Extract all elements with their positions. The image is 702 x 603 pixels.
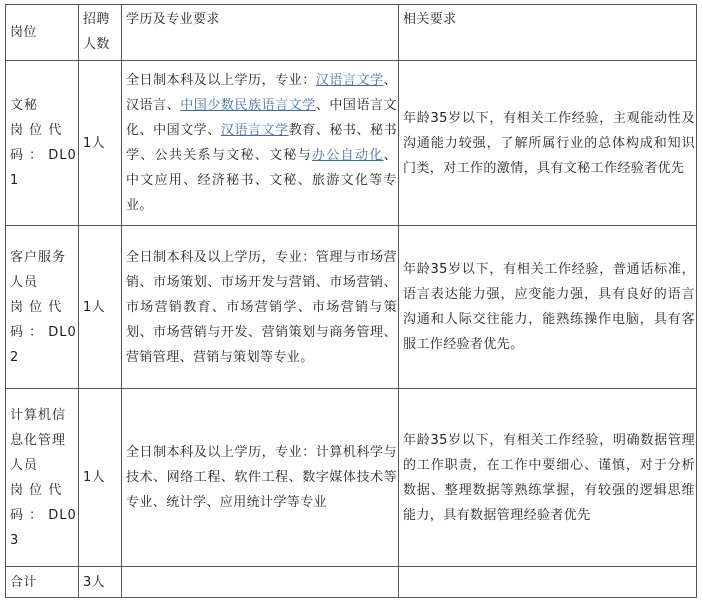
header-requirements: 相关要求 bbox=[399, 5, 697, 61]
education-cell bbox=[122, 389, 399, 567]
position-name-line: 息化管理 bbox=[10, 432, 67, 448]
table-row bbox=[6, 226, 697, 389]
position-name-line: 码 ： DL0 bbox=[10, 507, 77, 523]
total-count: 3人 bbox=[79, 567, 122, 598]
major-link[interactable]: 中国少数民族语言文学 bbox=[180, 98, 316, 113]
position-name-line: 码 ： DL0 bbox=[10, 324, 77, 340]
education-cell bbox=[122, 226, 399, 389]
header-position: 岗位 bbox=[6, 5, 79, 61]
education-text: 、中国语言文化、中国文学、 bbox=[126, 98, 397, 138]
position-name-line: 岗 位 代 bbox=[10, 123, 63, 138]
requirements-cell: 年龄35岁以下，有相关工作经验，普通话标准，语言表达能力强，应变能力强，具有良好的语言沟通和人际交往能力，能熟练操作电脑，具有客服工作经验者优先。 bbox=[399, 226, 697, 389]
headcount-cell: 1人 bbox=[79, 226, 122, 389]
position-name-line: 计算机信 bbox=[10, 407, 67, 423]
position-name-line: 3 bbox=[10, 532, 20, 548]
requirements-cell: 年龄35岁以下，有相关工作经验，明确数据管理的工作职责，在工作中要细心、谨慎，对于分析数据、整理数据等熟练掌握，有较强的逻辑思维能力，具有数据管理经验者优先 bbox=[399, 389, 697, 567]
position-name-line: 岗 位 代 bbox=[10, 482, 63, 498]
education-cell bbox=[122, 61, 399, 226]
empty-cell bbox=[399, 567, 697, 598]
requirements-cell: 年龄35岁以下，有相关工作经验，主观能动性及沟通能力较强，了解所属行业的总体构成和知识门类，对工作的激情，具有文秘工作经验者优先 bbox=[399, 61, 697, 226]
position-name-cell bbox=[6, 389, 79, 567]
table-row bbox=[6, 389, 697, 567]
header-count: 招聘人数 bbox=[79, 5, 122, 61]
headcount-cell: 1人 bbox=[79, 389, 122, 567]
table-header-row bbox=[6, 5, 697, 61]
major-link[interactable]: 办公自动化 bbox=[312, 148, 384, 163]
education-text: 全日制本科及以上学历，专业： bbox=[126, 73, 316, 88]
position-name-line: 码 ： DL0 bbox=[10, 148, 77, 163]
education-text: 、 中文应用、经济秘书、文秘、旅游文化等专业。 bbox=[126, 148, 397, 213]
position-name-cell bbox=[6, 226, 79, 389]
position-name-line: 岗 位 代 bbox=[10, 299, 63, 315]
major-link[interactable]: 汉语言文学 bbox=[315, 73, 384, 88]
position-name-line: 2 bbox=[10, 349, 20, 365]
position-name-line: 文秘 bbox=[10, 98, 39, 113]
position-name-line: 人员 bbox=[10, 274, 39, 290]
major-link[interactable]: 汉语言文学 bbox=[220, 123, 289, 138]
education-text: 、汉语言、 bbox=[126, 73, 397, 113]
empty-cell bbox=[122, 567, 399, 598]
header-education: 学历及专业要求 bbox=[122, 5, 399, 61]
position-name-line: 人员 bbox=[10, 457, 39, 473]
recruitment-table bbox=[5, 4, 697, 598]
education-text: 全日制本科及以上学历，专业：管理与市场营销、市场策划、市场开发与营销、市场营销、市场营销教育、市场营销学、市场营销与策划、市场营销与开发、营销策划与商务管理、营销管理、营销与策划等专业。 bbox=[126, 249, 397, 365]
position-name-line: 客户服务 bbox=[10, 249, 67, 265]
position-name-line: 1 bbox=[10, 173, 20, 188]
education-text: 全日制本科及以上学历，专业：计算机科学与技术、网络工程、软件工程、数字媒体技术等专业、统计学、应用统计学等专业 bbox=[126, 445, 397, 510]
total-row bbox=[6, 567, 697, 598]
education-text: 教育、秘书、秘书学、公共关系与文秘、文秘与 bbox=[126, 123, 397, 163]
position-name-cell bbox=[6, 61, 79, 226]
total-label: 合计 bbox=[6, 567, 79, 598]
headcount-cell: 1人 bbox=[79, 61, 122, 226]
table-row bbox=[6, 61, 697, 226]
